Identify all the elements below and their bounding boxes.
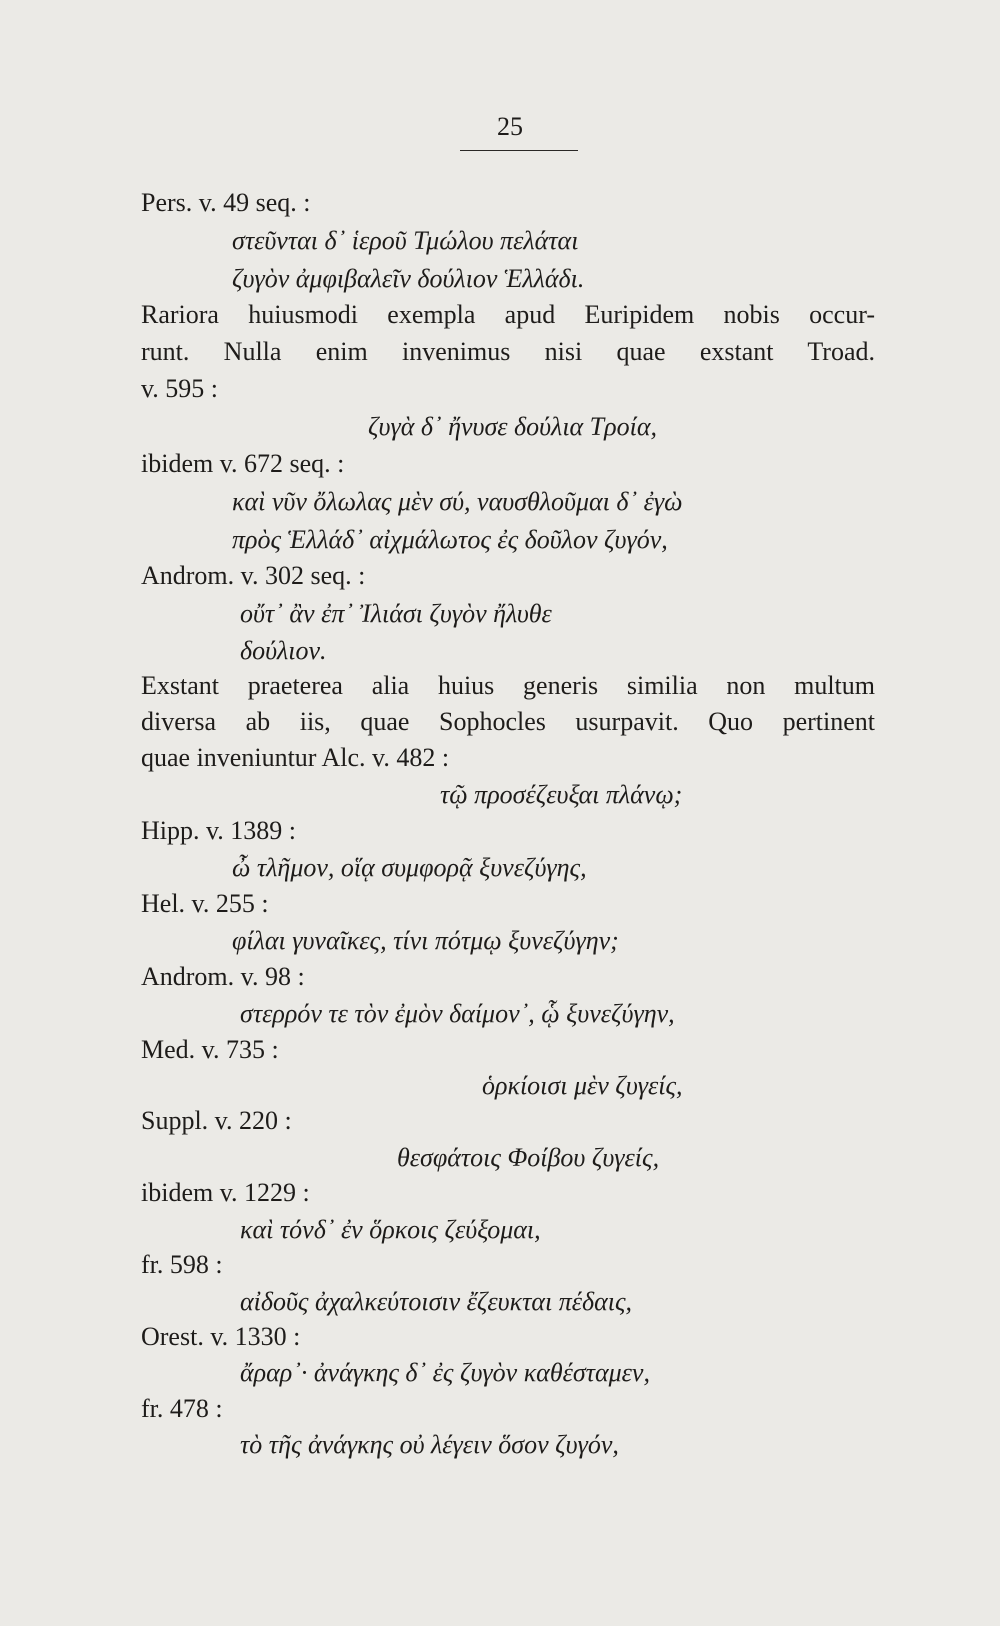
greek-quote-line: ζυγὸν ἀμφιβαλεῖν δούλιον Ἑλλάδι.	[232, 264, 585, 293]
greek-quote-line: ὦ τλῆμον, οἵᾳ συμφορᾷ ξυνεζύγης,	[232, 853, 587, 882]
citation-line: v. 595 :	[141, 374, 219, 403]
body-text-line: Exstant praeterea alia huius generis similia non multum	[141, 671, 875, 700]
citation-line: Pers. v. 49 seq. :	[141, 188, 311, 217]
header-rule	[460, 150, 578, 151]
greek-quote-line: καὶ τόνδ᾽ ἐν ὅρκοις ζεύξομαι,	[240, 1215, 541, 1244]
citation-line: Orest. v. 1330 :	[141, 1322, 301, 1351]
greek-quote-line: στερρόν τε τὸν ἐμὸν δαίμον᾽, ᾧ ξυνεζύγην,	[240, 999, 675, 1028]
greek-quote-line: ὁρκίοισι μὲν ζυγείς,	[482, 1071, 683, 1100]
citation-line: ibidem v. 1229 :	[141, 1178, 310, 1207]
greek-quote-line: θεσφάτοις Φοίβου ζυγείς,	[397, 1143, 660, 1172]
greek-quote-line: καὶ νῦν ὄλωλας μὲν σύ, ναυσθλοῦμαι δ᾽ ἐγὼ	[232, 487, 683, 516]
citation-line: Hel. v. 255 :	[141, 889, 269, 918]
citation-line: Suppl. v. 220 :	[141, 1106, 292, 1135]
citation-line: Med. v. 735 :	[141, 1035, 279, 1064]
greek-quote-line: φίλαι γυναῖκες, τίνι πότμῳ ξυνεζύγην;	[232, 926, 619, 955]
page-number: 25	[497, 112, 523, 141]
body-text-line: Rariora huiusmodi exempla apud Euripidem nobis occur-	[141, 300, 875, 329]
greek-quote-line: οὔτ᾽ ἂν ἐπ᾽ Ἰλιάσι ζυγὸν ἤλυθε	[240, 599, 552, 628]
greek-quote-line: πρὸς Ἑλλάδ᾽ αἰχμάλωτος ἐς δοῦλον ζυγόν,	[232, 525, 668, 554]
citation-line: Androm. v. 98 :	[141, 962, 305, 991]
greek-quote-line: δούλιον.	[240, 636, 327, 665]
greek-quote-line: τῷ προσέζευξαι πλάνῳ;	[440, 780, 683, 809]
body-text-line: diversa ab iis, quae Sophocles usurpavit. Quo pertinent	[141, 707, 875, 736]
greek-quote-line: ζυγὰ δ᾽ ἤνυσε δούλια Τροία,	[368, 412, 657, 441]
body-text-line: runt. Nulla enim invenimus nisi quae exstant Troad.	[141, 337, 875, 366]
citation-line: fr. 598 :	[141, 1250, 223, 1279]
greek-quote-line: στεῦνται δ᾽ ἱεροῦ Τμώλου πελάται	[232, 226, 579, 255]
citation-line: Androm. v. 302 seq. :	[141, 561, 366, 590]
citation-line: ibidem v. 672 seq. :	[141, 449, 345, 478]
greek-quote-line: αἰδοῦς ἀχαλκεύτοισιν ἔζευκται πέδαις,	[240, 1287, 633, 1316]
greek-quote-line: ἄραρ᾽· ἀνάγκης δ᾽ ἐς ζυγὸν καθέσταμεν,	[240, 1358, 650, 1387]
greek-quote-line: τὸ τῆς ἀνάγκης οὐ λέγειν ὅσον ζυγόν,	[240, 1430, 619, 1459]
citation-line: fr. 478 :	[141, 1394, 223, 1423]
citation-line: Hipp. v. 1389 :	[141, 816, 297, 845]
citation-line: quae inveniuntur Alc. v. 482 :	[141, 743, 450, 772]
